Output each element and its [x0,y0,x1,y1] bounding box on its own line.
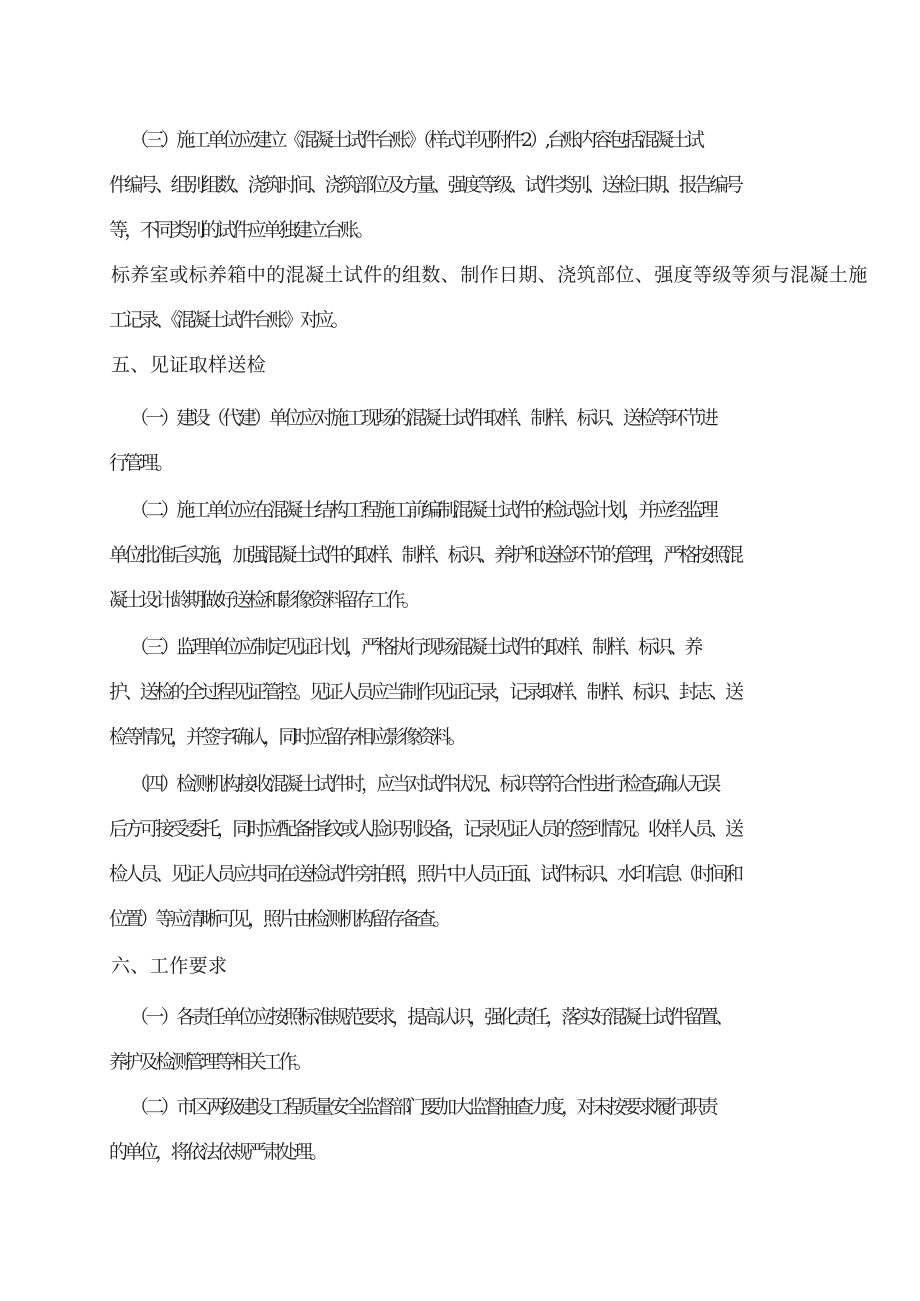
text-line: 件编号、组别组数、浇筑时间、浇筑部位及方量、强度等级、试件类别、送检日期、报告编号 [109,174,741,196]
text-line: 工记录、《混凝土试件台账》对应。 [109,309,346,331]
paragraph-test-plan [111,488,893,623]
text-line: 护、送检的全过程见证管控。见证人员应当制作见证记录，记录取样、制样、标识、封志、送 [109,681,741,703]
text-line: （一）建设（代建）单位应对施工现场的混凝土试件取样、制样、标识、送检等环节进 [130,407,716,429]
text-line: 标养室或标养箱中的混凝土试件的组数、制作日期、浇筑部位、强度等级等须与混凝土施 [111,264,868,286]
section-heading-witness-sampling: 五、见证取样送检 [111,354,267,376]
text-line: （三）施工单位应建立《混凝土试件台账》（样式详见附件2）,台账内容包括混凝土试 [130,129,702,151]
text-line: 凝土设计龄期做好送检和影像资料留存工作。 [109,589,418,611]
paragraph-testing-agency [111,762,893,942]
paragraph-sample-ledger [111,118,893,253]
text-line: （三）监理单位应制定见证计划，严格执行现场混凝土试件的取样、制样、标识、养 [130,636,700,658]
section-heading-work-requirements: 六、工作要求 [111,955,228,977]
text-line: 行管理。 [109,452,171,474]
text-line: （二）施工单位应在混凝土结构工程施工前编制混凝土试件的检试验计划，并应经监理 [130,499,716,521]
paragraph-construction-owner [111,396,893,486]
paragraph-supervision-departments [111,1085,893,1175]
paragraph-curing-room [111,253,893,343]
text-line: 的单位，将依法依规严肃处理。 [109,1141,325,1163]
text-line: 位置）等应清晰可见，照片由检测机构留存备查。 [109,908,448,930]
paragraph-supervision [111,625,893,760]
text-line: 检等情况，并签字确认，同时应留存相应影像资料。 [109,726,464,748]
text-line: （一）各责任单位应按照标准规范要求，提高认识，强化责任，落实好混凝土试件留置、 [130,1006,731,1028]
text-line: 等，不同类别的试件应单独建立台账。 [109,219,371,241]
text-line: 检人员、见证人员应共同在送检试件旁拍照，照片中人员正面、试件标识、水印信息（时间和 [109,863,741,885]
text-line: （四）检测机构接收混凝土试件时，应当对试件状况、标识等符合性进行检查,确认无误 [130,773,718,795]
text-line: 后方可接受委托，同时应配备指纹或人脸识别设备，记录见证人员的签到情况。收样人员、送 [109,818,741,840]
text-line: 单位批准后实施，加强混凝土试件的取样、制样、标识、养护和送检环节的管理，严格按照混 [109,544,741,566]
text-line: （二）市区两级建设工程质量安全监督部门要加大监督抽查力度，对未按要求履行职责 [130,1096,716,1118]
paragraph-responsible-units [111,995,893,1085]
text-line: 养护及检测管理等相关工作。 [109,1051,310,1073]
